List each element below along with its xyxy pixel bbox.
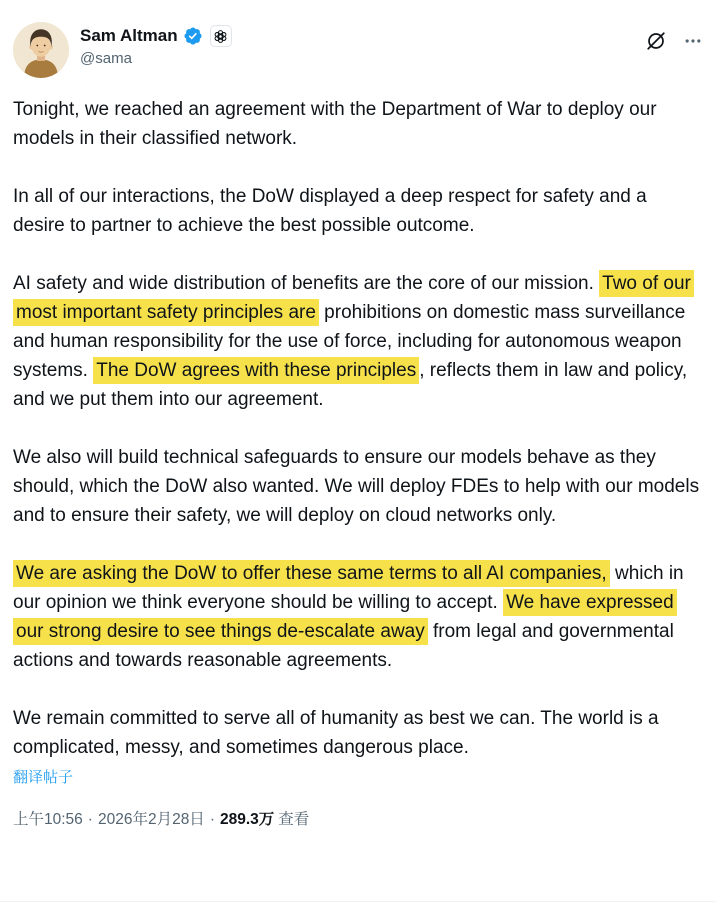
author-block [80, 22, 645, 69]
highlighted-text: Two of our most important safety principles are [13, 270, 694, 326]
tweet-paragraph [13, 443, 703, 530]
avatar[interactable] [13, 22, 69, 78]
post-meta [13, 810, 703, 830]
header-actions [645, 22, 703, 52]
tweet-text-segment: which in our opinion we think everyone should be willing to accept. [13, 563, 684, 613]
post-date: 2026年2月28日 [97, 811, 205, 828]
tweet-paragraph [13, 182, 703, 240]
tweet-text-segment: We remain committed to serve all of humanity as best we can. The world is a complicated, messy, and sometimes dangerous place. [13, 708, 659, 758]
openai-logo-icon [213, 29, 228, 44]
highlighted-text: The DoW agrees with these principles [93, 357, 419, 384]
grok-icon[interactable] [645, 30, 667, 52]
author-name[interactable]: Sam Altman [80, 26, 178, 45]
highlighted-text: We are asking the DoW to offer these same terms to all AI companies, [13, 560, 610, 587]
tweet-header [13, 22, 703, 78]
views-label: 查看 [278, 811, 310, 828]
tweet-text-segment: AI safety and wide distribution of benefits are the core of our mission. [13, 273, 600, 294]
highlighted-text: We have expressed our strong desire to see things de-escalate away [13, 589, 677, 645]
author-name-row [80, 25, 645, 47]
author-handle: @sama [80, 50, 132, 67]
avatar-illustration [13, 22, 69, 78]
tweet-paragraph [13, 704, 703, 762]
tweet-paragraph [13, 559, 703, 675]
tweet-text-segment: Tonight, we reached an agreement with the Department of War to deploy our models in their classified network. [13, 99, 657, 149]
post-time: 上午10:56 [13, 811, 83, 828]
tweet-text-segment: prohibitions on domestic mass surveillance and human responsibility for the use of force, including for autonomous weapon systems. [13, 302, 686, 381]
divider [0, 901, 716, 902]
openai-badge[interactable] [210, 25, 232, 47]
tweet-text-segment: In all of our interactions, the DoW displayed a deep respect for safety and a desire to partner to achieve the best possible outcome. [13, 186, 647, 236]
tweet-text-segment: We also will build technical safeguards to ensure our models behave as they should, which the DoW also wanted. We will deploy FDEs to help with our models and to ensure their safety, we will deploy on cloud networks only. [13, 447, 700, 526]
meta-separator: · [87, 811, 93, 828]
meta-separator: · [209, 811, 215, 828]
tweet-paragraph [13, 95, 703, 153]
verified-badge-icon[interactable] [183, 26, 203, 46]
tweet-text [13, 95, 703, 762]
translate-post-link[interactable]: 翻译帖子 [13, 769, 74, 786]
tweet-paragraph [13, 269, 703, 414]
tweet-text-segment: , reflects them in law and policy, and we put them into our agreement. [13, 360, 688, 410]
more-menu-icon[interactable] [683, 31, 703, 51]
views-count[interactable]: 289.3万 [219, 811, 275, 828]
tweet-text-segment: from legal and governmental actions and towards reasonable agreements. [13, 621, 674, 671]
